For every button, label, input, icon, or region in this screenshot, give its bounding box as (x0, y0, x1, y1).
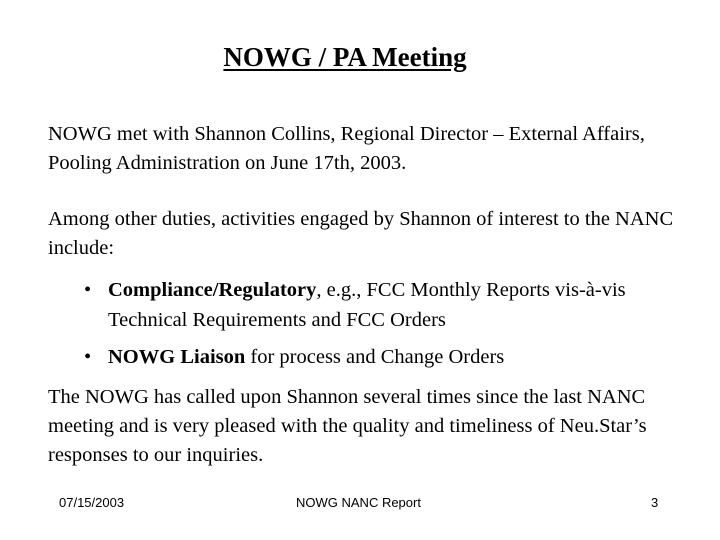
bullet-item-liaison (84, 342, 694, 372)
footer-page-number: 3 (651, 495, 659, 510)
footer-date: 07/15/2003 (59, 495, 125, 510)
bullet-list-1 (84, 275, 694, 335)
bullet-dot-icon: • (84, 279, 92, 301)
bullet-dot-icon: • (84, 346, 92, 368)
bullet-item-bold-text: Compliance/Regulatory (108, 279, 317, 301)
bullet-item-text: for process and Change Orders (245, 346, 505, 368)
slide-title: NOWG / PA Meeting (223, 42, 467, 72)
duties-intro-paragraph: Among other duties, activities engaged by Shannon of interest to the NANC include: (48, 208, 674, 259)
bullet-item-compliance (84, 275, 694, 335)
conclusion-paragraph: The NOWG has called upon Shannon several times since the last NANC meeting and is very pleased with the quality and timeliness of Neu.Star’s responses to our inquiries. (48, 386, 647, 466)
bullet-item-bold-text: NOWG Liaison (108, 346, 246, 368)
footer-report-name: NOWG NANC Report (296, 495, 421, 510)
bullet-item-text: , e.g., FCC Monthly Reports vis-à-vis Technical Requirements and FCC Orders (108, 279, 626, 331)
bullet-list-2 (84, 342, 694, 372)
meeting-summary-paragraph: NOWG met with Shannon Collins, Regional Director – External Affairs, Pooling Administration on June 17th, 2003. (48, 123, 645, 174)
